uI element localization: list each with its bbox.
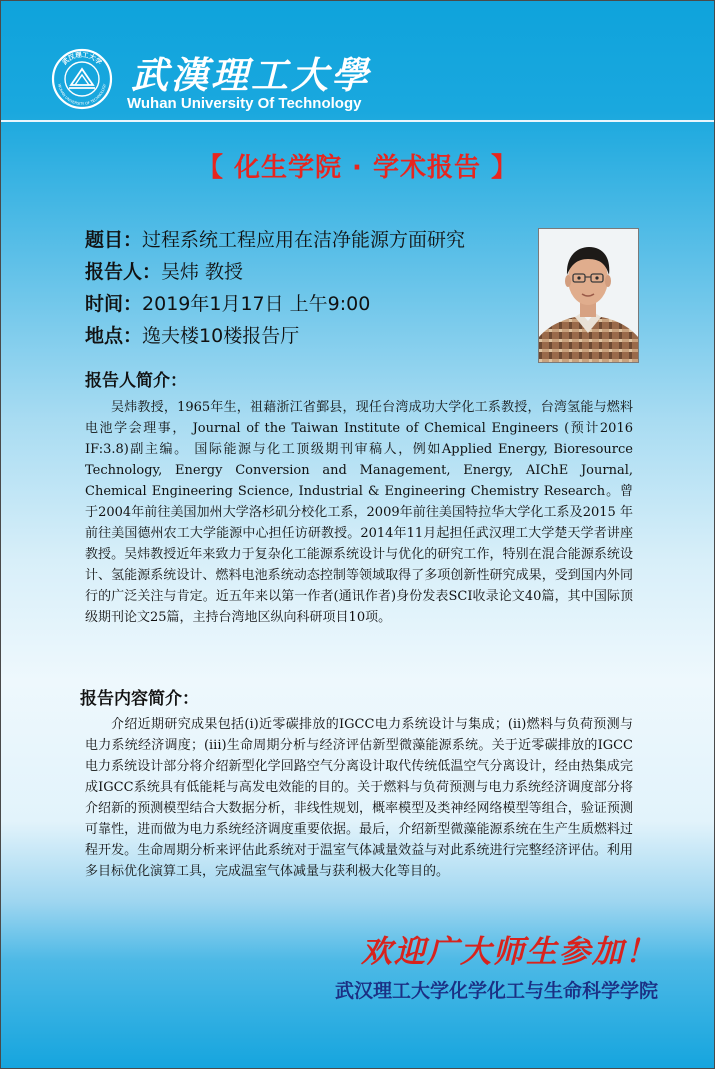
time-row <box>85 289 370 316</box>
university-name-en: Wuhan University Of Technology <box>127 95 362 112</box>
time-value: 2019年1月17日 上午9:00 <box>142 293 371 315</box>
event-title: 【 化生学院 · 学术报告 】 <box>196 153 519 183</box>
bio-heading: 报告人简介： <box>85 371 187 391</box>
time-label: 时间： <box>85 293 143 315</box>
speaker-value: 吴炜 教授 <box>161 261 244 283</box>
talk-heading: 报告内容简介： <box>80 689 199 709</box>
speaker-row <box>85 257 243 284</box>
speaker-label: 报告人： <box>85 261 162 283</box>
svg-text:WUHAN UNIVERSITY OF TECHNOLOGY: WUHAN UNIVERSITY OF TECHNOLOGY <box>57 83 107 107</box>
svg-text:武汉理工大学: 武汉理工大学 <box>60 50 104 67</box>
topic-label: 题目： <box>85 229 143 251</box>
place-value: 逸夫楼10楼报告厅 <box>142 325 300 347</box>
speaker-portrait-icon <box>539 229 638 362</box>
header-divider <box>1 120 714 122</box>
place-row <box>85 321 299 348</box>
speaker-photo <box>538 228 639 363</box>
talk-paragraph: 介绍近期研究成果包括(i)近零碳排放的IGCC电力系统设计与集成；(ii)燃料与负荷预测与电力系统经济调度；(iii)生命周期分析与经济评估新型微藻能源系统。关于近零碳排放的IGCC电力系统设计部分将介绍新型化学回路空气分离设计取代传统低温空气分离设计，经由热集成完成IGCC系统具有低能耗与高发电效能的目的。关于燃料与负荷预测与电力系统经济调度部分将介绍新的预测模型结合大数据分析，非线性规划，概率模型及类神经网络模型等组合，验证预测可靠性，进而做为电力系统经济调度重要依据。最后，介绍新型微藻能源系统在生产生质燃料过程开发。生命周期分析来评估此系统对于温室气体减量效益与对此系统进行完整经济评估。利用多目标优化演算工具，完成温室气体减量与获利极大化等目的。 <box>85 717 633 879</box>
organizer-name: 武汉理工大学化学化工与生命科学学院 <box>334 980 658 1002</box>
bio-paragraph: 吴炜教授，1965年生，祖藉浙江省鄞县，现任台湾成功大学化工系教授，台湾氢能与燃料电池学会理事， Journal of the Taiwan Institute of Chemical Engineers (预计2016 IF:3.8)副主编。 国际能源与化工顶级期刊审稿人，例如Applied Energy, Bioresource Technology, Energy Conversion and Management, Energy, AIChE Journal, Chemical Engineering Science, Industrial & Engineering Chemistry Research。曾于2004年前往美国加州大学洛杉矶分校化工系，2009年前往美国特拉华大学化工系及2015 年前往美国德州农工大学能源中心担任访研教授。2014年11月起担任武汉理工大学楚天学者讲座教授。吴炜教授近年来致力于复杂化工能源系统设计与优化的研究工作，特别在混合能源系统设计、氢能源系统设计、燃料电池系统动态控制等领域取得了多项创新性研究成果，受到国内外同行的广泛关注与肯定。近五年来以第一作者(通讯作者)身份发表SCI收录论文40篇，其中国际顶级期刊论文25篇，主持台湾地区纵向科研项目10项。 <box>85 400 633 625</box>
university-name-cn: 武漢理工大學 <box>131 53 371 97</box>
welcome-message: 欢迎广大师生参加！ <box>361 934 658 970</box>
place-label: 地点： <box>85 325 143 347</box>
university-seal-icon <box>51 48 113 110</box>
topic-value: 过程系统工程应用在洁净能源方面研究 <box>142 229 466 251</box>
topic-row <box>85 225 465 252</box>
